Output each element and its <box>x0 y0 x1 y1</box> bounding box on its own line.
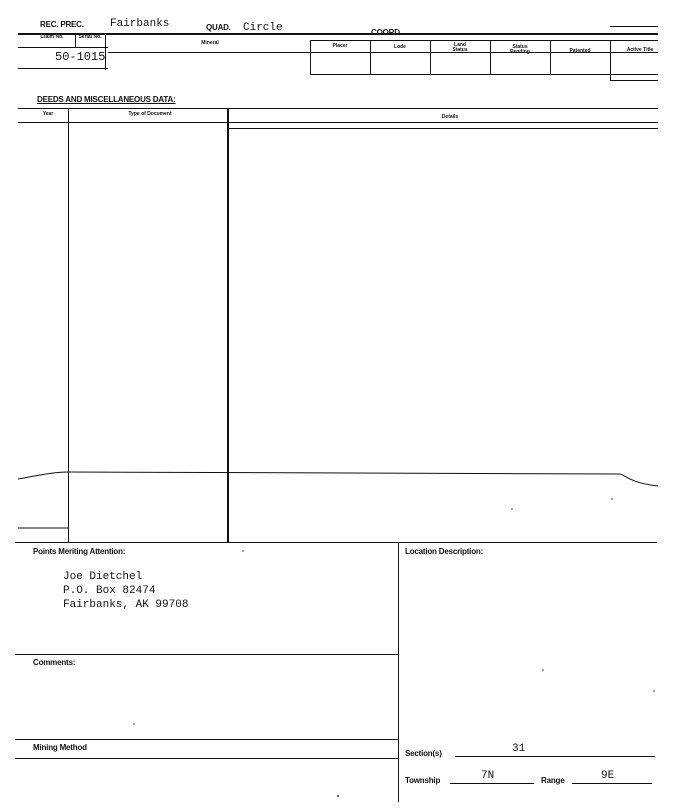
coord-label: COORD. <box>371 28 402 37</box>
comments-label: Comments: <box>33 658 76 667</box>
col-serial-no: Serial No. <box>78 34 102 40</box>
points-address-line-3: Fairbanks, AK 99708 <box>63 599 189 611</box>
location-label: Location Description: <box>405 547 484 556</box>
range-label: Range <box>541 776 565 785</box>
col-patented: Patented <box>569 48 591 54</box>
rec-prec-label: REC. PREC. <box>40 20 84 29</box>
township-value: 7N <box>481 770 495 782</box>
mining-top-rule <box>15 739 398 740</box>
deeds-title: DEEDS AND MISCELLANEOUS DATA: <box>37 95 176 104</box>
range-underline <box>572 783 652 784</box>
section-underline <box>455 756 655 757</box>
col-details: Details <box>441 114 459 120</box>
col-placer: Placer <box>332 43 348 49</box>
col-claim-no: Claim No. <box>40 34 64 40</box>
township-underline <box>450 783 534 784</box>
points-address-line-1: Joe Dietchel <box>63 571 143 583</box>
col-active-title: Active Title <box>626 47 654 53</box>
mining-label: Mining Method <box>33 743 87 752</box>
col-status-pending: Status Pending <box>510 44 530 55</box>
col-land-status: Land Status <box>452 42 468 53</box>
col-year: Year <box>42 111 54 117</box>
quad-value: Circle <box>243 22 283 34</box>
serial-value: 50-1015 <box>55 50 106 64</box>
rec-prec-value: Fairbanks <box>110 18 170 30</box>
col-mineral: Mineral <box>201 40 219 46</box>
points-address-line-2: P.O. Box 82474 <box>63 585 156 597</box>
section-value: 31 <box>512 743 526 755</box>
mining-bottom-rule <box>15 758 398 759</box>
township-label: Township <box>405 776 441 785</box>
bottom-section-divider <box>398 542 399 802</box>
points-label: Points Meriting Attention: <box>33 547 126 556</box>
section-label: Section(s) <box>405 749 442 758</box>
quad-label: QUAD. <box>206 23 231 32</box>
range-value: 9E <box>601 770 615 782</box>
col-type-of-document: Type of Document <box>128 111 172 117</box>
bottom-section-top-rule <box>15 542 657 543</box>
col-lode: Lode <box>394 44 406 50</box>
comments-top-rule <box>15 654 398 655</box>
